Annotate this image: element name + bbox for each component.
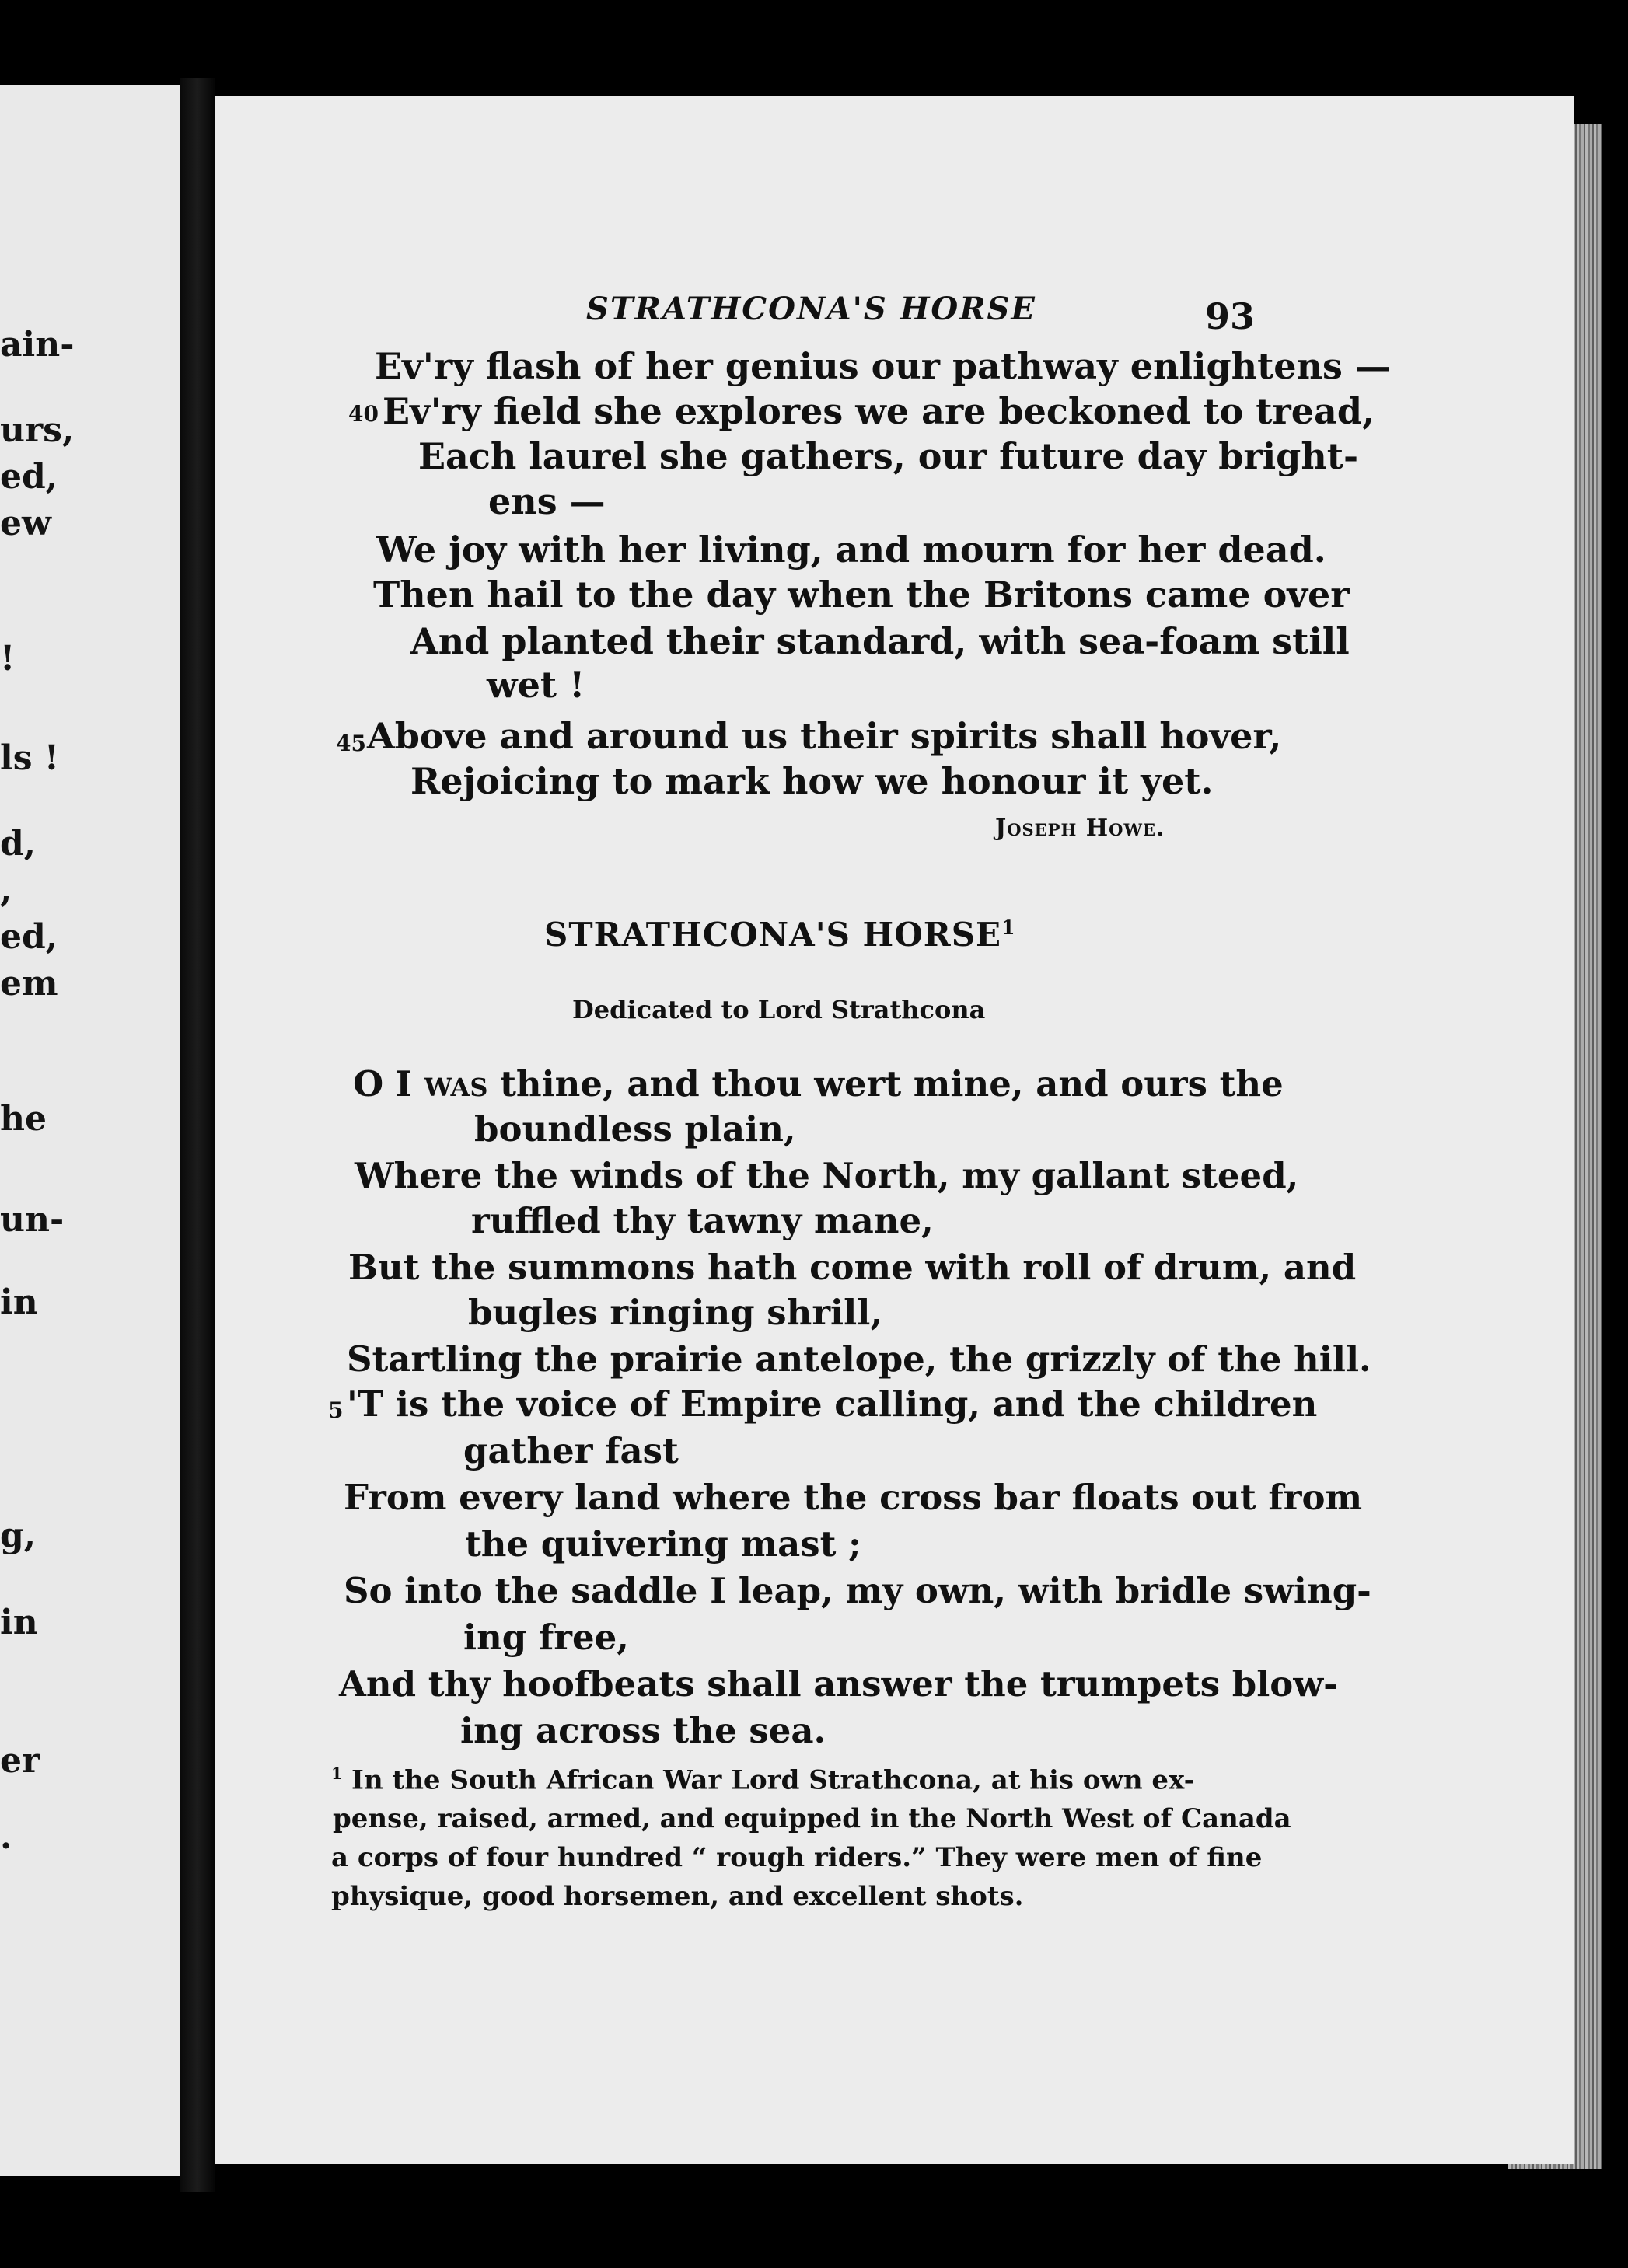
facing-page-fragment: .	[0, 1817, 12, 1857]
poem-line: From every land where the cross bar floats out from	[344, 1477, 1363, 1518]
poem-title: STRATHCONA'S HORSE$^1$	[544, 916, 1016, 954]
facing-page-fragment: urs,	[0, 410, 75, 450]
book-page	[215, 96, 1574, 2164]
facing-page-fragment: ain-	[0, 325, 75, 365]
poem-line: gather fast	[463, 1430, 679, 1471]
poem-line: So into the saddle I leap, my own, with bridle swing-	[344, 1570, 1371, 1611]
poem-line: But the summons hath come with roll of drum, and	[348, 1247, 1357, 1288]
facing-page	[0, 85, 185, 2176]
poem-line: bugles ringing shrill,	[468, 1292, 883, 1333]
poem-line: Each laurel she gathers, our future day bright-	[418, 435, 1359, 477]
poem-line: Ev'ry flash of her genius our pathway enlightens —	[375, 345, 1391, 387]
poem-line: Startling the prairie antelope, the grizzly of the hill.	[347, 1338, 1371, 1380]
poem-line: Above and around us their spirits shall hover,	[367, 715, 1282, 757]
facing-page-fragment: in	[0, 1282, 38, 1322]
facing-page-fragment: he	[0, 1099, 47, 1139]
poem-line: Then hail to the day when the Britons came over	[373, 574, 1350, 616]
facing-page-fragment: ,	[0, 871, 12, 910]
facing-page-fragment: !	[0, 639, 16, 679]
facing-page-fragment: ed,	[0, 917, 58, 957]
footnote-line: pense, raised, armed, and equipped in the North West of Canada	[333, 1803, 1291, 1834]
poem-line: ruffled thy tawny mane,	[471, 1200, 934, 1241]
poem-line: And planted their standard, with sea-foam still	[410, 620, 1350, 662]
poem-line: And thy hoofbeats shall answer the trumpets blow-	[339, 1663, 1338, 1704]
poem-line: the quivering mast ;	[465, 1523, 861, 1565]
facing-page-fragment: er	[0, 1741, 40, 1781]
poem-line: O I was thine, and thou wert mine, and ours the	[353, 1063, 1284, 1104]
facing-page-fragment: ls !	[0, 738, 60, 778]
facing-page-fragment: un-	[0, 1200, 65, 1240]
poem-line: boundless plain,	[474, 1108, 796, 1150]
poem-line: ing across the sea.	[460, 1710, 826, 1751]
footnote-line: a corps of four hundred “ rough riders.” They were men of fine	[331, 1842, 1263, 1873]
facing-page-fragment: ed,	[0, 457, 58, 497]
poem-line: wet !	[487, 664, 585, 706]
facing-page-fragment: g,	[0, 1516, 37, 1555]
line-number: 45	[336, 731, 366, 756]
facing-page-fragment: d,	[0, 824, 37, 864]
poem-line: Where the winds of the North, my gallant steed,	[355, 1155, 1299, 1196]
poem-line: ing free,	[463, 1617, 629, 1658]
book-gutter	[180, 78, 215, 2192]
author-signature: Joseph Howe.	[995, 815, 1165, 842]
footnote-line: physique, good horsemen, and excellent shots.	[331, 1881, 1024, 1912]
poem-line: ens —	[488, 480, 606, 522]
line-number: 40	[348, 401, 379, 427]
page-number: 93	[1205, 295, 1256, 337]
poem-line: Rejoicing to mark how we honour it yet.	[410, 760, 1214, 802]
facing-page-fragment: ew	[0, 504, 51, 543]
poem-line: Ev'ry field she explores we are beckoned to tread,	[383, 390, 1375, 432]
footnote-line: $^1$ In the South African War Lord Strathcona, at his own ex-	[331, 1764, 1195, 1796]
poem-line: 'T is the voice of Empire calling, and the children	[347, 1383, 1318, 1425]
poem-dedication: Dedicated to Lord Strathcona	[572, 995, 986, 1024]
facing-page-fragment: em	[0, 964, 58, 1003]
facing-page-fragment: in	[0, 1603, 38, 1642]
line-number: 5	[328, 1397, 344, 1423]
running-title: STRATHCONA'S HORSE	[586, 291, 1036, 327]
poem-line: We joy with her living, and mourn for her dead.	[376, 529, 1326, 570]
